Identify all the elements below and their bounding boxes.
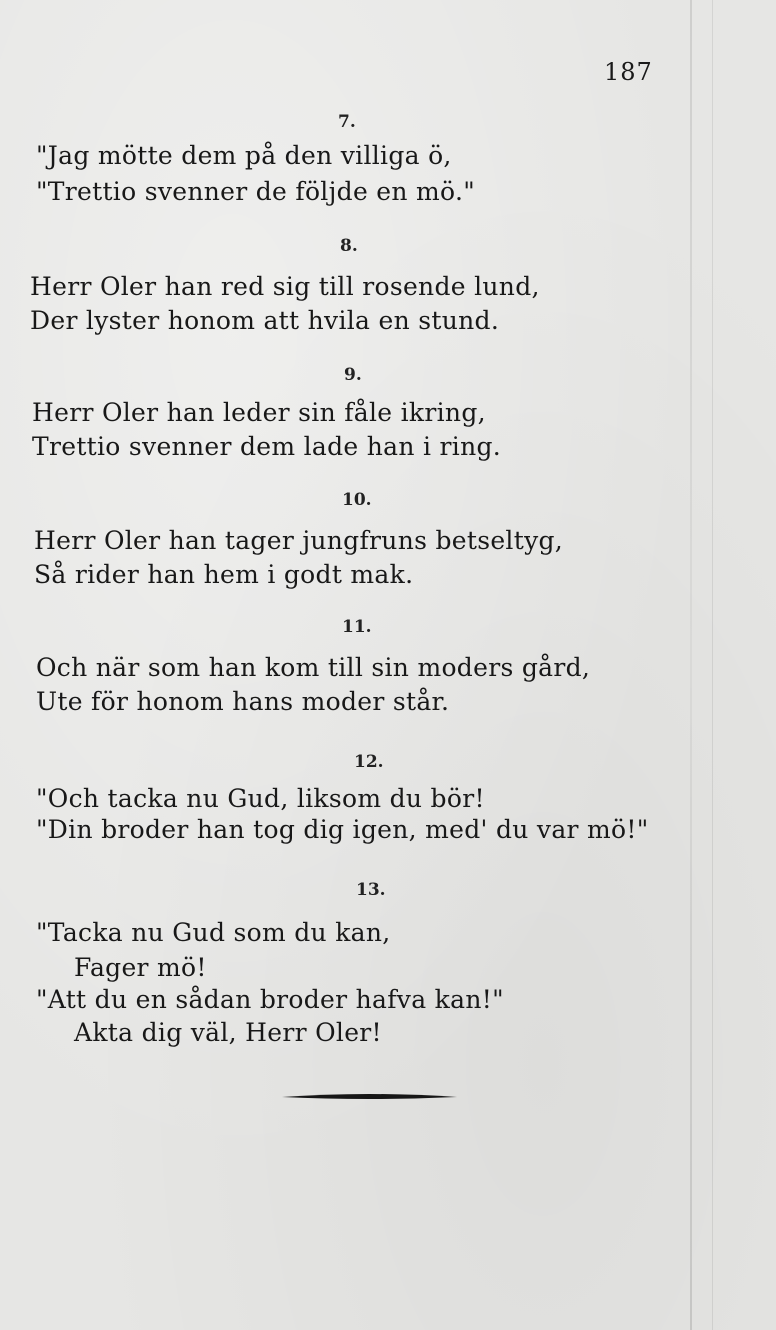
verse-line: Fager mö! (74, 953, 207, 982)
verse-line: Så rider han hem i godt mak. (34, 560, 414, 589)
verse-line: "Jag mötte dem på den villiga ö, (36, 141, 452, 170)
verse-line: Herr Oler han tager jungfruns betseltyg, (34, 526, 564, 555)
verse-line: "Trettio svenner de följde en mö." (36, 177, 475, 206)
verse-line: Herr Oler han red sig till rosende lund, (30, 272, 540, 301)
stanza-number: 8. (340, 236, 358, 256)
stanza-number: 10. (342, 490, 372, 510)
stanza-number: 7. (338, 112, 356, 132)
stanza-number: 12. (354, 752, 384, 772)
verse-line: Ute för honom hans moder står. (36, 687, 450, 716)
page-edge-shadow (690, 0, 692, 1330)
verse-line: "Tacka nu Gud som du kan, (36, 918, 391, 947)
verse-line: "Att du en sådan broder hafva kan!" (36, 985, 504, 1014)
page-edge-shadow (712, 0, 713, 1330)
verse-line: Och när som han kom till sin moders gård, (36, 653, 591, 682)
verse-line: Trettio svenner dem lade han i ring. (32, 432, 502, 461)
verse-line: Herr Oler han leder sin fåle ikring, (32, 398, 486, 427)
stanza-number: 13. (356, 880, 386, 900)
page-number: 187 (604, 58, 653, 86)
stanza-number: 9. (344, 365, 362, 385)
verse-line: Der lyster honom att hvila en stund. (30, 306, 500, 335)
verse-line: Akta dig väl, Herr Oler! (74, 1018, 382, 1047)
stanza-number: 11. (342, 617, 372, 637)
verse-line: "Din broder han tog dig igen, med' du var mö!" (36, 815, 649, 844)
closing-rule-ornament (282, 1092, 457, 1102)
verse-line: "Och tacka nu Gud, liksom du bör! (36, 784, 485, 813)
